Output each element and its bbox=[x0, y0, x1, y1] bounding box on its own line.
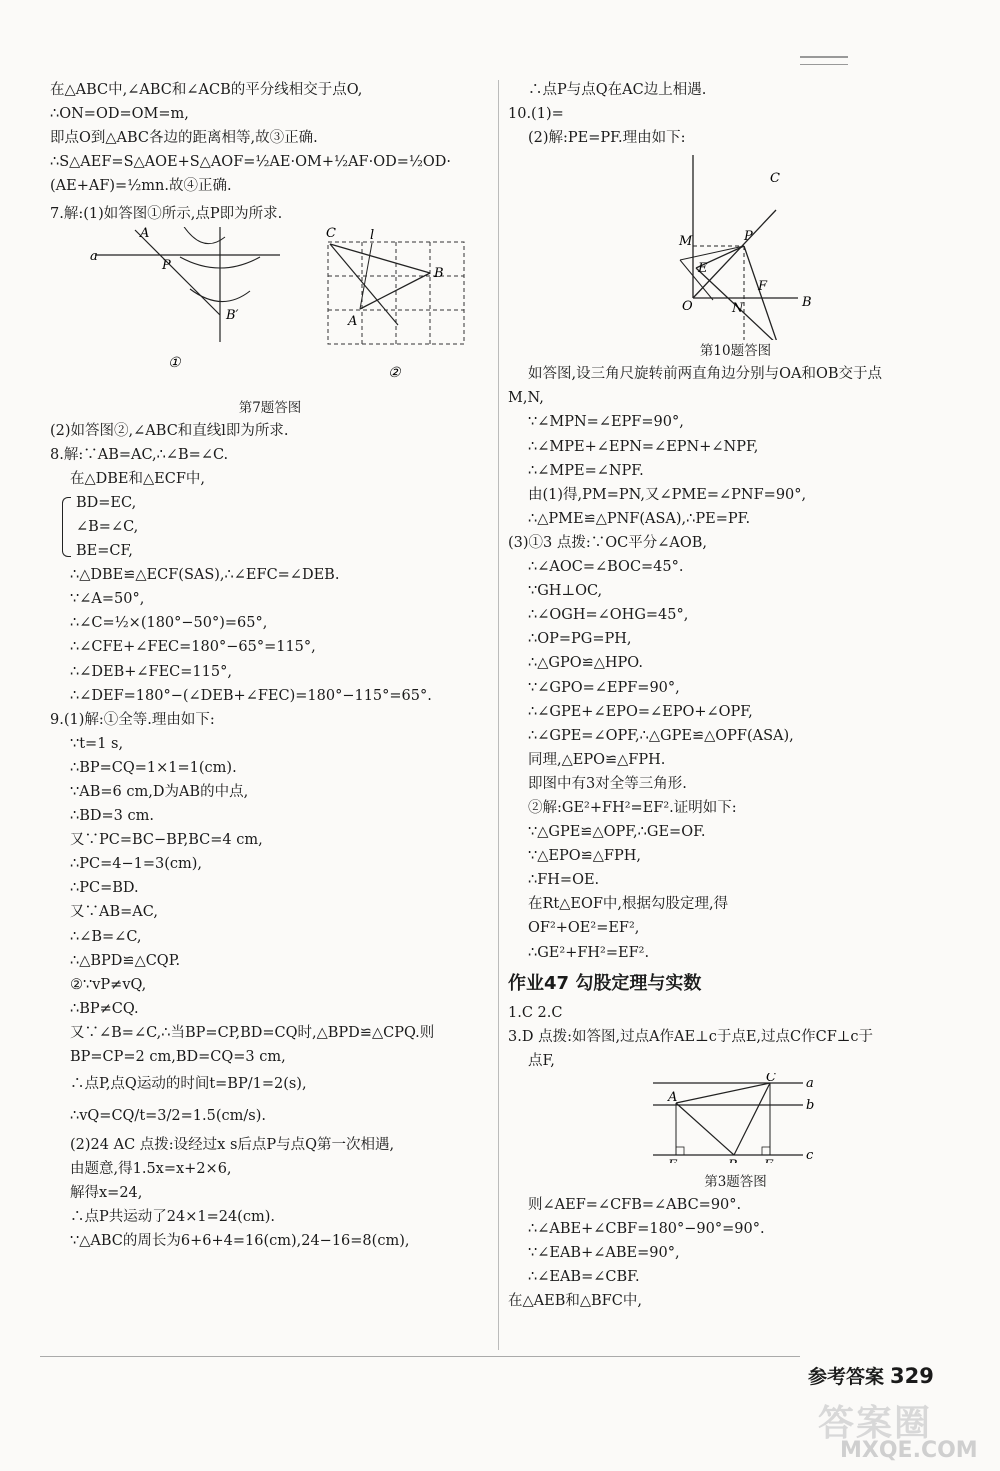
figure-10-diagram bbox=[508, 150, 963, 340]
text-line: ∴△GPO≌△HPO. bbox=[528, 655, 643, 672]
text-line: (AE+AF)=½mn.故④正确. bbox=[50, 178, 232, 195]
text-line: ∴△PME≌△PNF(ASA),∴PE=PF. bbox=[528, 510, 751, 527]
section-heading: 作业47 勾股定理与实数 bbox=[508, 972, 702, 994]
text-line: 7.解:(1)如答图①所示,点P即为所求. bbox=[50, 206, 283, 223]
text-line: BP=CP=2 cm,BD=CQ=3 cm, bbox=[70, 1049, 286, 1065]
text-line: ∴∠DEB+∠FEC=115°, bbox=[70, 663, 232, 680]
text-line: 在△ABC中,∠ABC和∠ACB的平分线相交于点O, bbox=[50, 82, 363, 98]
label-a: a bbox=[806, 1075, 814, 1091]
header-decoration bbox=[800, 56, 848, 65]
text-line: (2)解:PE=PF.理由如下: bbox=[528, 130, 686, 147]
text-line: ∴BP=CQ=1×1=1(cm). bbox=[70, 759, 237, 776]
text-line: 在△DBE和△ECF中, bbox=[70, 470, 206, 487]
text-line: 在△AEB和△BFC中, bbox=[508, 1293, 642, 1310]
label-M: M bbox=[679, 234, 693, 250]
text-line: ∵∠A=50°, bbox=[70, 591, 145, 608]
text-line: ∵GH⊥OC, bbox=[528, 583, 603, 600]
text-line: ∵t=1 s, bbox=[70, 735, 124, 752]
label-Bprime: B′ bbox=[226, 307, 239, 323]
text-line: ②解:GE²+FH²=EF².证明如下: bbox=[528, 799, 737, 816]
brace-line: ∠B=∠C, bbox=[76, 518, 139, 535]
watermark-url: MXQE.COM bbox=[840, 1438, 978, 1463]
column-divider bbox=[498, 80, 499, 1350]
sub-label-1: ① bbox=[168, 354, 181, 371]
figure-7-diagram bbox=[50, 227, 490, 397]
text-line: 由题意,得1.5x=x+2×6, bbox=[70, 1161, 232, 1178]
label-A2: A bbox=[348, 313, 358, 329]
text-line: 点F, bbox=[528, 1052, 555, 1069]
text-line: ∴∠GPE=∠OPF,∴△GPE≌△OPF(ASA), bbox=[528, 727, 794, 744]
text-line: ∴∠MPE=∠NPF. bbox=[528, 462, 644, 479]
figure-10 bbox=[508, 150, 963, 340]
text-line: ∴∠DEF=180°−(∠DEB+∠FEC)=180°−115°=65°. bbox=[70, 687, 432, 704]
text-line: ∴PC=BD. bbox=[70, 880, 139, 897]
label-A bbox=[690, 150, 700, 152]
text-line: ∴∠CFE+∠FEC=180°−65°=115°, bbox=[70, 639, 316, 656]
page-number: 329 bbox=[890, 1364, 934, 1388]
label-c: c bbox=[806, 1147, 814, 1163]
text-line: ∴∠OGH=∠OHG=45°, bbox=[528, 607, 689, 624]
text-line: 同理,△EPO≌△FPH. bbox=[528, 751, 666, 768]
condition-brace bbox=[50, 491, 490, 563]
label-b: b bbox=[806, 1097, 815, 1113]
text-line: ∴∠C=½×(180°−50°)=65°, bbox=[70, 615, 268, 632]
text-line: ∵△ABC的周长为6+6+4=16(cm),24−16=8(cm), bbox=[70, 1233, 410, 1250]
label-N: N bbox=[732, 301, 744, 317]
figure-10-caption: 第10题答图 bbox=[699, 343, 772, 360]
label-B: B bbox=[802, 295, 812, 311]
text-line: ∴点P共运动了24×1=24(cm). bbox=[70, 1209, 275, 1226]
text-line: ∴∠ABE+∠CBF=180°−90°=90°. bbox=[528, 1221, 765, 1237]
sub-label-2: ② bbox=[388, 364, 401, 381]
text-line: ∴∠MPE+∠EPN=∠EPN+∠NPF, bbox=[528, 438, 759, 455]
figure-3-diagram bbox=[508, 1073, 963, 1163]
text-line: (3)①3 点拨:∵OC平分∠AOB, bbox=[508, 534, 708, 551]
text-line: 3.D 点拨:如答图,过点A作AE⊥c于点E,过点C作CF⊥c于 bbox=[508, 1028, 874, 1045]
text-line: 如答图,设三角尺旋转前两直角边分别与OA和OB交于点 bbox=[528, 366, 883, 383]
text-line: ∴vQ=CQ/t=3/2=1.5(cm/s). bbox=[70, 1108, 266, 1125]
text-line: ∴点P,点Q运动的时间t=BP/1=2(s), bbox=[70, 1076, 307, 1093]
text-line: ∵∠MPN=∠EPF=90°, bbox=[528, 414, 684, 431]
text-line: ∴ON=OD=OM=m, bbox=[50, 106, 189, 123]
text-line: ∴∠EAB=∠CBF. bbox=[528, 1269, 640, 1286]
text-line: 又∵∠B=∠C,∴当BP=CP,BD=CQ时,△BPD≌△CPQ.则 bbox=[70, 1024, 435, 1041]
figure-7 bbox=[50, 227, 490, 397]
label-B2: B bbox=[434, 265, 444, 281]
text-line: 在Rt△EOF中,根据勾股定理,得 bbox=[528, 896, 729, 913]
figure-7-caption: 第7题答图 bbox=[238, 399, 302, 416]
text-line: ∴△BPD≌△CQP. bbox=[70, 952, 181, 969]
text-line: ∴GE²+FH²=EF². bbox=[528, 944, 650, 961]
text-line: 又∵AB=AC, bbox=[70, 904, 158, 921]
label-l: l bbox=[370, 227, 375, 243]
text-line: ∵△EPO≌△FPH, bbox=[528, 848, 641, 865]
text-line: ∴BD=3 cm. bbox=[70, 808, 154, 825]
label-B bbox=[727, 1158, 738, 1163]
text-line: ∵∠GPO=∠EPF=90°, bbox=[528, 679, 680, 696]
text-line: ∴△DBE≌△ECF(SAS),∴∠EFC=∠DEB. bbox=[70, 567, 340, 584]
footer-label: 参考答案 bbox=[808, 1366, 885, 1388]
label-E: E bbox=[698, 261, 708, 277]
text-line: ∵△GPE≌△OPF,∴GE=OF. bbox=[528, 824, 706, 841]
figure-3 bbox=[508, 1073, 963, 1163]
text-line: ∵∠EAB+∠ABE=90°, bbox=[528, 1245, 680, 1262]
text-line: ∴点P与点Q在AC边上相遇. bbox=[528, 82, 707, 98]
text-line: 又∵PC=BC−BP,BC=4 cm, bbox=[70, 832, 263, 849]
text-line: ∵AB=6 cm,D为AB的中点, bbox=[70, 783, 249, 800]
text-line: OF²+OE²=EF², bbox=[528, 920, 640, 937]
right-column bbox=[508, 78, 963, 1313]
label-C: C bbox=[326, 226, 336, 241]
text-line: ∴∠B=∠C, bbox=[70, 928, 142, 945]
label-A: A bbox=[140, 226, 150, 241]
text-line: (2)如答图②,∠ABC和直线l即为所求. bbox=[50, 422, 289, 439]
watermark-logo: 答案圈 bbox=[818, 1403, 933, 1444]
text-line: 即图中有3对全等三角形. bbox=[528, 775, 687, 792]
text-line: ∴PC=4−1=3(cm), bbox=[70, 856, 202, 873]
label-F bbox=[763, 1158, 774, 1163]
text-line: 1.C 2.C bbox=[508, 1004, 563, 1021]
text-line: ∴BP≠CQ. bbox=[70, 1000, 139, 1017]
page-footer bbox=[808, 1362, 934, 1389]
text-line: 即点O到△ABC各边的距离相等,故③正确. bbox=[50, 130, 318, 147]
text-line: 由(1)得,PM=PN,又∠PME=∠PNF=90°, bbox=[528, 486, 807, 503]
label-O: O bbox=[682, 299, 693, 315]
text-line: (2)24 AC 点拨:设经过x s后点P与点Q第一次相遇, bbox=[70, 1137, 395, 1154]
label-P: P bbox=[162, 257, 171, 273]
text-line: ∴∠GPE+∠EPO=∠EPO+∠OPF, bbox=[528, 703, 753, 720]
brace-line: BE=CF, bbox=[76, 543, 133, 560]
text-line: 8.解:∵AB=AC,∴∠B=∠C. bbox=[50, 446, 229, 463]
text-line: ∴OP=PG=PH, bbox=[528, 631, 632, 648]
text-line: ∴S△AEF=S△AOE+S△AOF=½AE·OM+½AF·OD=½OD· bbox=[50, 154, 452, 171]
text-line: 则∠AEF=∠CFB=∠ABC=90°. bbox=[528, 1196, 742, 1213]
left-column bbox=[50, 78, 490, 1254]
label-F: F bbox=[758, 279, 768, 295]
label-E bbox=[667, 1158, 678, 1163]
text-line: ∴∠AOC=∠BOC=45°. bbox=[528, 559, 684, 576]
label-C: C bbox=[766, 1072, 776, 1085]
label-A: A bbox=[668, 1089, 678, 1105]
text-line: ∴FH=OE. bbox=[528, 872, 600, 889]
label-a: a bbox=[90, 248, 98, 264]
label-C: C bbox=[770, 171, 780, 187]
figure-3-caption: 第3题答图 bbox=[704, 1173, 767, 1190]
text-line: 解得x=24, bbox=[70, 1185, 143, 1202]
footer-rule bbox=[40, 1356, 800, 1357]
text-line: ②∵vP≠vQ, bbox=[70, 976, 147, 993]
brace-line: BD=EC, bbox=[76, 494, 137, 511]
text-line: 9.(1)解:①全等.理由如下: bbox=[50, 711, 215, 728]
text-line: M,N, bbox=[508, 390, 544, 407]
label-P: P bbox=[744, 229, 753, 245]
text-line: 10.(1)= bbox=[508, 106, 564, 123]
